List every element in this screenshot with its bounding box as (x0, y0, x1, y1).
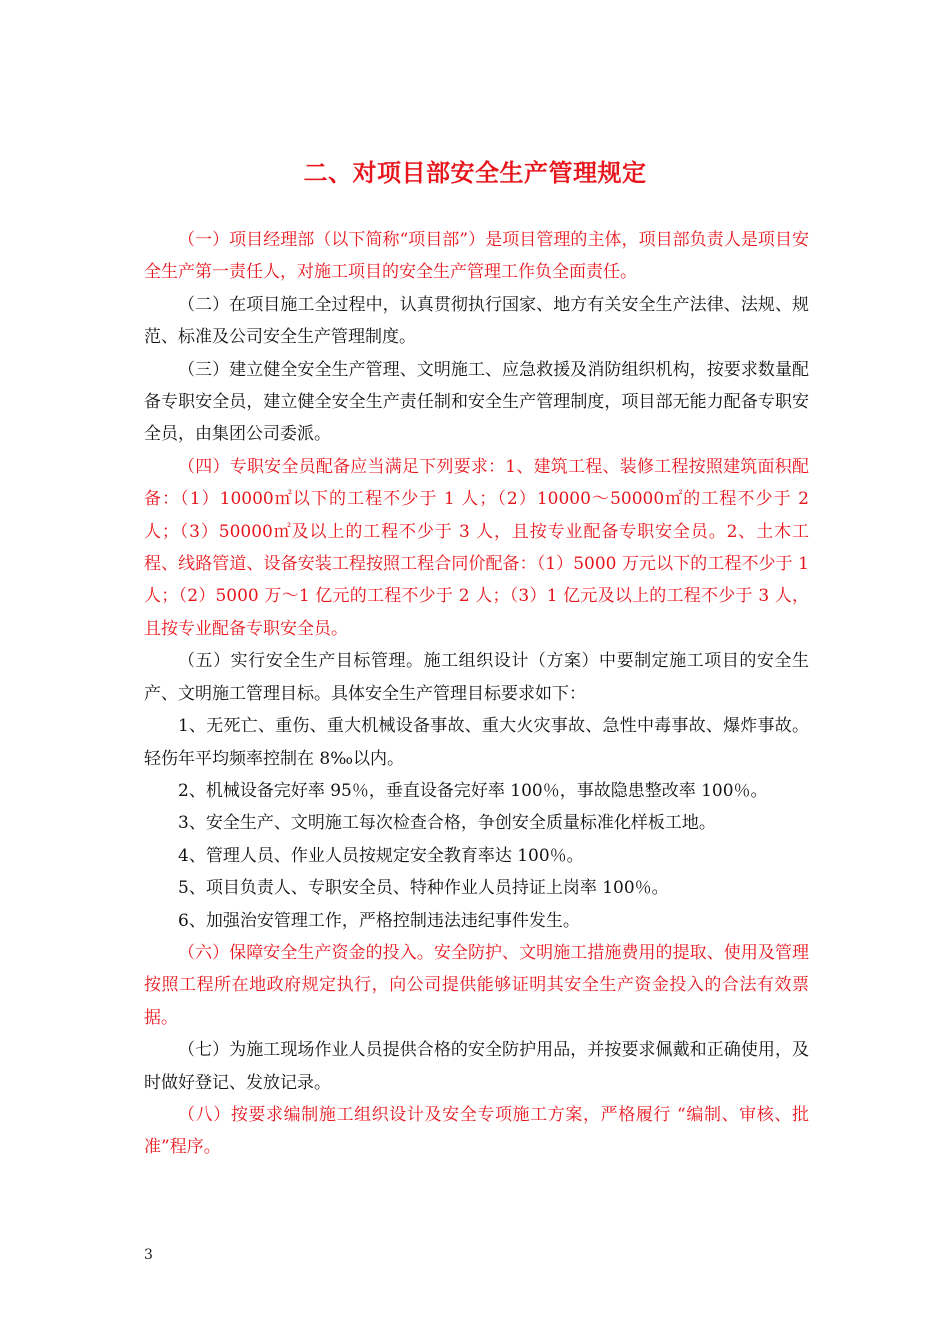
paragraph-8: （八）按要求编制施工组织设计及安全专项施工方案，严格履行 “编制、审核、批准”程序。 (144, 1104, 809, 1158)
paragraph-2: （二）在项目施工全过程中，认真贯彻执行国家、地方有关安全生产法律、法规、规范、标准及公司安全生产管理制度。 (144, 294, 809, 348)
goal-item-1: 1、无死亡、重伤、重大机械设备事故、重大火灾事故、急性中毒事故、爆炸事故。轻伤年平均频率控制在 8‰以内。 (144, 716, 809, 769)
goal-item-4: 4、管理人员、作业人员按规定安全教育率达 100％。 (178, 845, 584, 866)
paragraph-1: （一）项目经理部（以下简称“项目部”）是项目管理的主体，项目部负责人是项目安全生产第一责任人，对施工项目的安全生产管理工作负全面责任。 (144, 230, 809, 283)
paragraph-6: （六）保障安全生产资金的投入。安全防护、文明施工措施费用的提取、使用及管理按照工程所在地政府规定执行，向公司提供能够证明其安全生产资金投入的合法有效票据。 (144, 942, 809, 1028)
paragraph-7: （七）为施工现场作业人员提供合格的安全防护用品，并按要求佩戴和正确使用，及时做好登记、发放记录。 (144, 1040, 809, 1093)
paragraph-4: （四）专职安全员配备应当满足下列要求：1、建筑工程、装修工程按照建筑面积配备：（1）10000㎡以下的工程不少于 1 人；（2）10000～50000㎡的工程不少于 2 人；（3）50000㎡及以上的工程不少于 3 人，且按专业配备专职安全员。2、土木工程、线路管道、设备安装工程按照工程合同价配备：（1）5000 万元以下的工程不少于 1 人；（2）5000 万～1 亿元的工程不少于 2 人；（3）1 亿元及以上的工程不少于 3 人，且按专业配备专职安全员。 (144, 456, 810, 639)
page-title: 二、对项目部安全生产管理规定 (303, 158, 647, 187)
paragraph-3: （三）建立健全安全生产管理、文明施工、应急救援及消防组织机构，按要求数量配备专职安全员，建立健全安全生产责任制和安全生产管理制度，项目部无能力配备专职安全员，由集团公司委派。 (144, 359, 809, 445)
document-body (144, 224, 809, 1164)
goal-item-3: 3、安全生产、文明施工每次检查合格，争创安全质量标准化样板工地。 (178, 813, 716, 834)
paragraph-5: （五）实行安全生产目标管理。施工组织设计（方案）中要制定施工项目的安全生产、文明施工管理目标。具体安全生产管理目标要求如下： (144, 651, 809, 704)
goal-item-6: 6、加强治安管理工作，严格控制违法违纪事件发生。 (178, 910, 580, 931)
goal-item-5: 5、项目负责人、专职安全员、特种作业人员持证上岗率 100％。 (178, 878, 669, 899)
page-number: 3 (144, 1247, 153, 1263)
goal-item-2: 2、机械设备完好率 95％，垂直设备完好率 100％，事故隐患整改率 100％。 (178, 780, 768, 801)
